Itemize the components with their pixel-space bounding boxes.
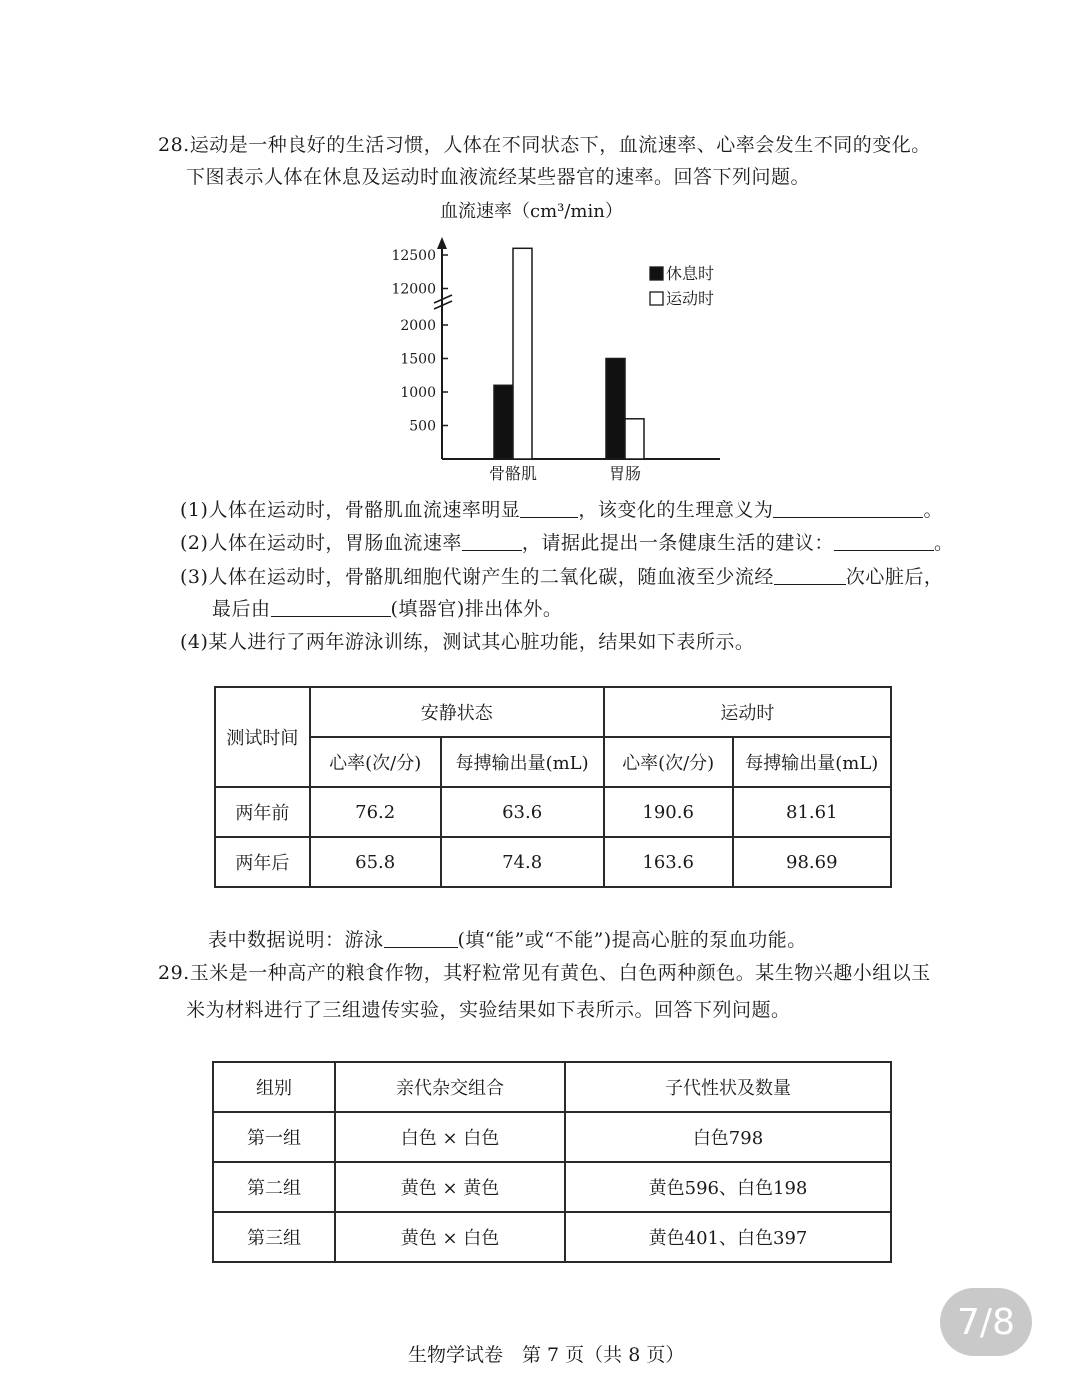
bar	[494, 385, 513, 459]
answer-blank[interactable]	[271, 598, 391, 617]
q28-sub4: (4)某人进行了两年游泳训练，测试其心脏功能，结果如下表所示。	[180, 631, 755, 653]
bar	[606, 359, 625, 460]
answer-blank[interactable]	[834, 532, 934, 551]
corn-genetics-table	[212, 1061, 892, 1263]
q28-sub1-text-a: (1)人体在运动时，骨骼肌血流速率明显	[180, 499, 521, 521]
q28-sub1-text-b: ，该变化的生理意义为	[578, 499, 774, 521]
chart-title: 血流速率（cm³/min）	[440, 201, 623, 222]
answer-blank[interactable]	[462, 532, 522, 551]
table-cell: 74.8	[441, 837, 604, 887]
q29-stem-line2: 米为材料进行了三组遗传实验，实验结果如下表所示。回答下列问题。	[186, 999, 791, 1021]
table-cell: 第一组	[213, 1112, 335, 1162]
answer-blank[interactable]	[774, 566, 846, 585]
legend-label: 运动时	[666, 289, 715, 308]
q28-conclusion	[208, 925, 807, 952]
q28-sub2	[180, 528, 953, 555]
table-cell: 黄色 × 白色	[335, 1212, 565, 1262]
table-cell: 190.6	[604, 787, 733, 837]
y-tick-label: 2000	[400, 318, 436, 334]
table-cell: 163.6	[604, 837, 733, 887]
table-row	[213, 1162, 891, 1212]
q28-sub2-text-a: (2)人体在运动时，胃肠血流速率	[180, 532, 462, 554]
table-cell: 81.61	[733, 787, 891, 837]
x-tick-label: 胃肠	[608, 464, 642, 483]
q28-sub2-end: 。	[933, 532, 954, 554]
blood-flow-chart	[380, 195, 760, 495]
table-cell: 黄色 × 黄色	[335, 1162, 565, 1212]
table-row	[215, 787, 891, 837]
q28-sub1	[180, 495, 943, 522]
q28-conclusion-text-a: 表中数据说明：游泳	[208, 929, 384, 951]
q28-sub3-text-c: 最后由	[212, 598, 271, 620]
table-header: 子代性状及数量	[565, 1062, 891, 1112]
q28-sub3-line2	[212, 594, 562, 621]
q28-sub3-line1	[180, 562, 943, 589]
bar	[513, 248, 532, 459]
table-cell: 两年后	[215, 837, 310, 887]
heart-function-table	[214, 686, 892, 888]
table-header: 每搏输出量(mL)	[733, 737, 891, 787]
y-tick-label: 12500	[391, 248, 436, 264]
q28-stem-line1: 28.运动是一种良好的生活习惯，人体在不同状态下，血流速率、心率会发生不同的变化。	[158, 134, 931, 156]
table-header: 测试时间	[215, 687, 310, 787]
legend-swatch	[650, 267, 663, 280]
table-header: 心率(次/分)	[310, 737, 441, 787]
q28-sub3-text-a: (3)人体在运动时，骨骼肌细胞代谢产生的二氧化碳，随血液至少流经	[180, 566, 774, 588]
table-cell: 白色798	[565, 1112, 891, 1162]
x-tick-label: 骨骼肌	[488, 464, 538, 483]
table-cell: 76.2	[310, 787, 441, 837]
q28-sub2-text-b: ，请据此提出一条健康生活的建议：	[521, 532, 834, 554]
y-tick-label: 12000	[391, 281, 436, 298]
table-cell: 第二组	[213, 1162, 335, 1212]
answer-blank[interactable]	[520, 499, 578, 518]
y-tick-label: 1500	[400, 351, 436, 368]
table-cell: 98.69	[733, 837, 891, 887]
legend-label: 休息时	[666, 264, 715, 283]
table-header: 组别	[213, 1062, 335, 1112]
bar	[625, 419, 644, 459]
page-indicator: 7/8	[940, 1288, 1032, 1356]
table-header: 每搏输出量(mL)	[441, 737, 604, 787]
y-tick-label: 1000	[400, 385, 436, 401]
answer-blank[interactable]	[384, 929, 458, 948]
table-row	[213, 1212, 891, 1262]
q28-sub3-text-d: (填器官)排出体外。	[390, 598, 563, 620]
table-header: 心率(次/分)	[604, 737, 733, 787]
answer-blank[interactable]	[773, 499, 923, 518]
y-tick-label: 500	[409, 418, 436, 435]
q28-sub1-end: 。	[923, 499, 943, 521]
table-row	[213, 1112, 891, 1162]
table-cell: 65.8	[310, 837, 441, 887]
table-cell: 两年前	[215, 787, 310, 837]
table-row	[215, 837, 891, 887]
table-header: 亲代杂交组合	[335, 1062, 565, 1112]
q29-stem-line1: 29.玉米是一种高产的粮食作物，其籽粒常见有黄色、白色两种颜色。某生物兴趣小组以玉	[158, 962, 931, 984]
table-cell: 黄色596、白色198	[565, 1162, 891, 1212]
q28-stem-line2: 下图表示人体在休息及运动时血液流经某些器官的速率。回答下列问题。	[186, 166, 811, 188]
q28-sub3-text-b: 次心脏后，	[845, 566, 944, 588]
table-cell: 63.6	[441, 787, 604, 837]
y-axis-arrow	[437, 237, 447, 249]
q28-conclusion-text-b: (填“能”或“不能”)提高心脏的泵血功能。	[457, 929, 807, 951]
table-header: 运动时	[604, 687, 891, 737]
page-footer: 生物学试卷 第 7 页（共 8 页）	[408, 1344, 685, 1366]
table-header: 安静状态	[310, 687, 604, 737]
legend-swatch	[650, 292, 663, 305]
table-cell: 第三组	[213, 1212, 335, 1262]
table-cell: 白色 × 白色	[335, 1112, 565, 1162]
table-cell: 黄色401、白色397	[565, 1212, 891, 1262]
